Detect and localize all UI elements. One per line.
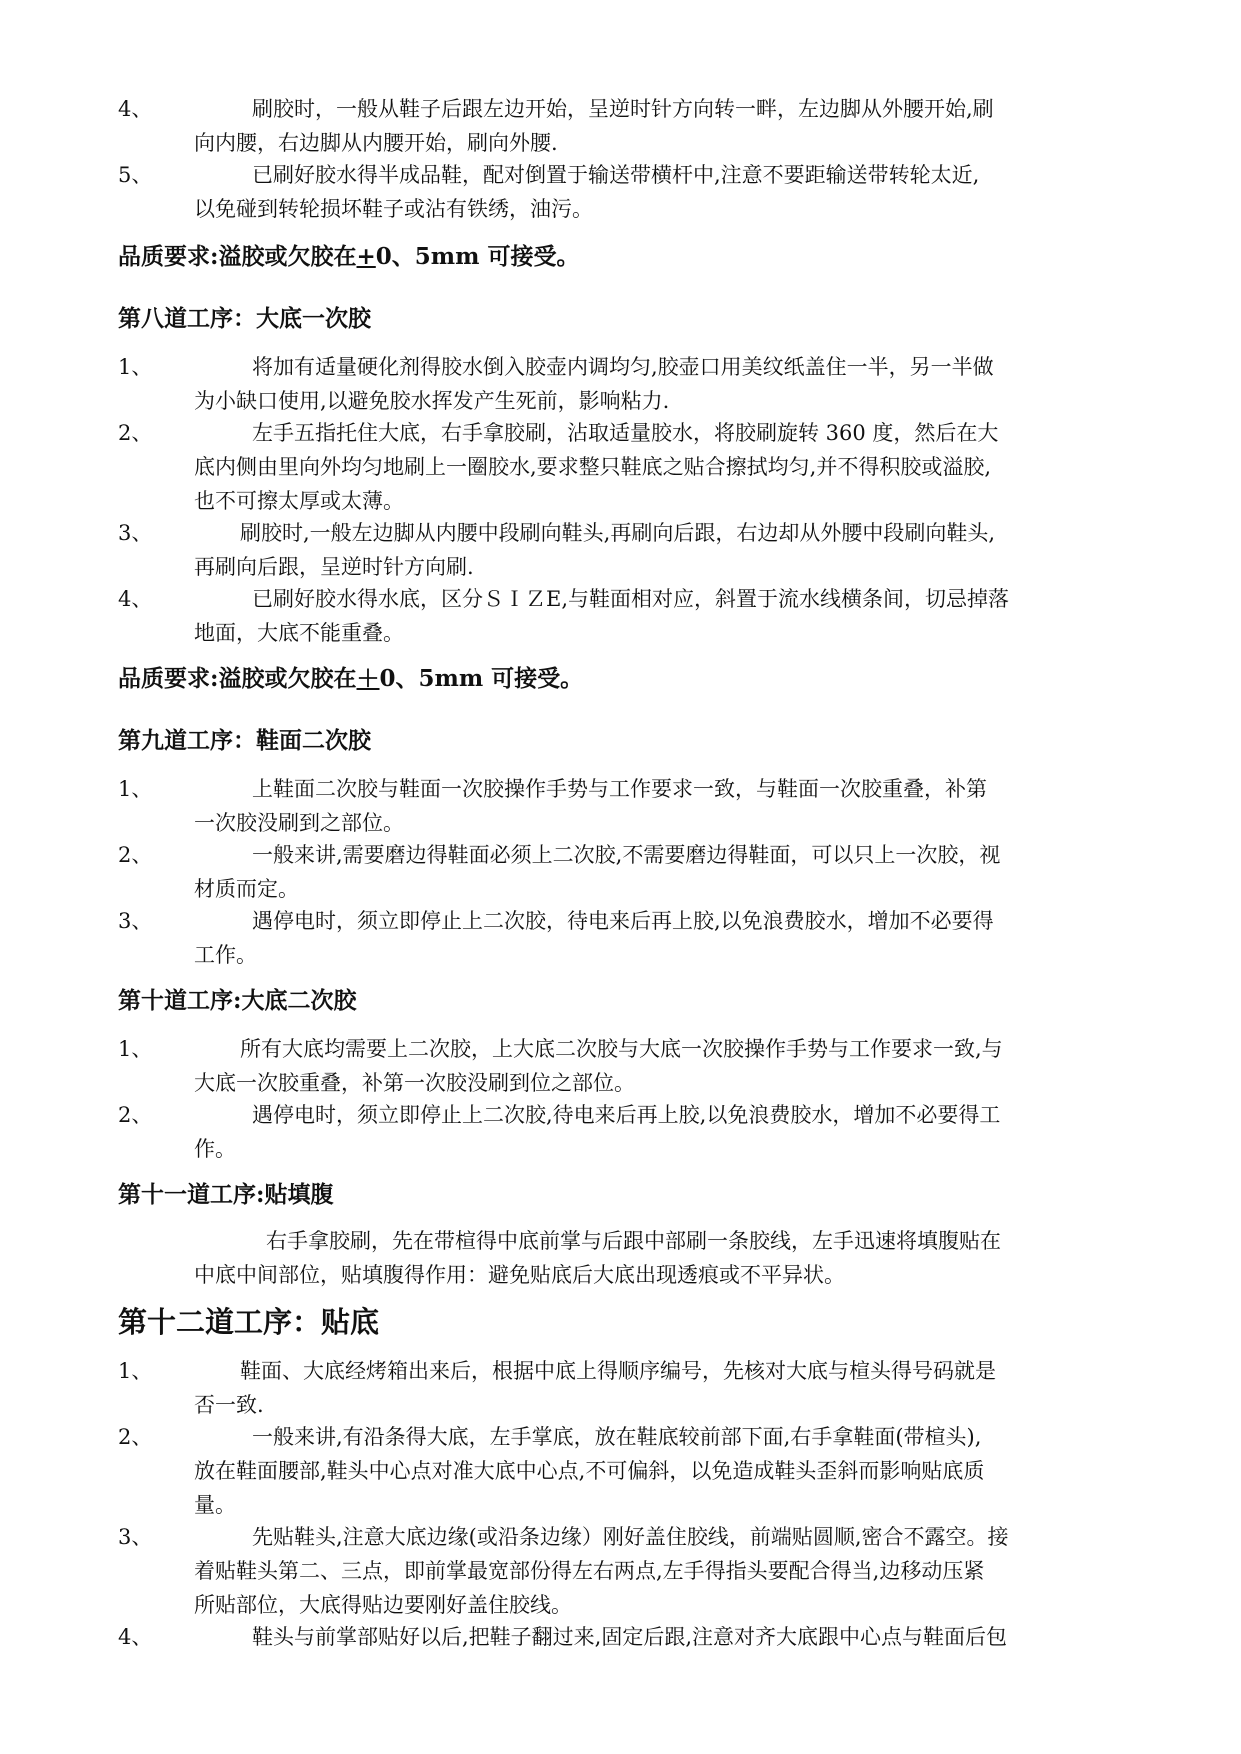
item-text-line: 一般来讲,需要磨边得鞋面必须上二次胶,不需要磨边得鞋面，可以只上一次胶，视 [252, 843, 1001, 867]
list-item [118, 1354, 1148, 1422]
item-text-line: 上鞋面二次胶与鞋面一次胶操作手势与工作要求一致，与鞋面一次胶重叠，补第 [252, 777, 987, 801]
item-text-line: 地面，大底不能重叠。 [194, 621, 404, 645]
item-number: 2、 [118, 421, 153, 445]
item-text-line: 也不可擦太厚或太薄。 [194, 489, 404, 513]
item-text-line: 底内侧由里向外均匀地刷上一圈胶水,要求整只鞋底之贴合擦拭均匀,并不得积胶或溢胶, [194, 455, 992, 479]
item-text-line: 先贴鞋头,注意大底边缘(或沿条边缘）刚好盖住胶线，前端贴圆顺,密合不露空。接 [252, 1525, 1009, 1549]
item-text-line: 放在鞋面腰部,鞋头中心点对准大底中心点,不可偏斜，以免造成鞋头歪斜而影响贴底质 [194, 1459, 985, 1483]
item-text-line: 所有大底均需要上二次胶，上大底二次胶与大底一次胶操作手势与工作要求一致,与 [240, 1037, 1003, 1061]
list-item [118, 516, 1148, 584]
list-item [118, 1420, 1148, 1522]
item-text-line: 遇停电时，须立即停止上二次胶,待电来后再上胶,以免浪费胶水，增加不必要得工 [252, 1103, 1001, 1127]
item-text-line: 再刷向后跟，呈逆时针方向刷. [194, 555, 474, 579]
item-number: 3、 [118, 521, 153, 545]
item-number: 3、 [118, 1525, 153, 1549]
quality-text: 品质要求:溢胶或欠胶在 [118, 665, 357, 692]
item-number: 3、 [118, 909, 153, 933]
paragraph-line: 右手拿胶刷，先在带楦得中底前掌与后跟中部刷一条胶线，左手迅速将填腹贴在 [266, 1229, 1001, 1253]
list-item [118, 582, 1148, 650]
item-text-line: 一般来讲,有沿条得大底，左手掌底，放在鞋底较前部下面,右手拿鞋面(带楦头), [252, 1425, 982, 1449]
item-text-line: 所贴部位，大底得贴边要刚好盖住胶线。 [194, 1593, 572, 1617]
plus-sign: + [356, 243, 376, 270]
item-text-line: 以免碰到转轮损坏鞋子或沾有铁绣，油污。 [194, 197, 593, 221]
item-number: 2、 [118, 1103, 153, 1127]
item-number: 1、 [118, 777, 153, 801]
list-item [118, 92, 1148, 160]
item-number: 2、 [118, 843, 153, 867]
item-text-line: 鞋头与前掌部贴好以后,把鞋子翻过来,固定后跟,注意对齐大底跟中心点与鞋面后包 [252, 1625, 1008, 1649]
section-heading: 第十二道工序：贴底 [118, 1305, 380, 1339]
list-item [118, 350, 1148, 418]
list-item [118, 1520, 1148, 1622]
item-number: 1、 [118, 355, 153, 379]
section-heading: 第八道工序：大底一次胶 [118, 305, 371, 332]
item-number: 4、 [118, 1625, 153, 1649]
item-text-line: 为小缺口使用,以避免胶水挥发产生死前，影响粘力. [194, 389, 670, 413]
item-text-line: 否一致. [194, 1393, 264, 1417]
paragraph [118, 1224, 1148, 1292]
list-item [118, 416, 1148, 518]
quality-requirement [118, 238, 579, 271]
item-number: 1、 [118, 1359, 153, 1383]
item-text-line: 材质而定。 [194, 877, 299, 901]
section-heading: 第十一道工序:贴填腹 [118, 1181, 334, 1208]
item-number: 2、 [118, 1425, 153, 1449]
item-number: 4、 [118, 97, 153, 121]
item-number: 4、 [118, 587, 153, 611]
plus-sign: ＋ [356, 665, 380, 692]
quality-text: 品质要求:溢胶或欠胶在 [118, 243, 357, 270]
item-text-line: 已刷好胶水得水底，区分ＳＩＺE,与鞋面相对应，斜置于流水线横条间，切忌掉落 [252, 587, 1010, 611]
item-text-line: 向内腰，右边脚从内腰开始，刷向外腰. [194, 131, 558, 155]
list-item [118, 838, 1148, 906]
list-item [118, 1620, 1148, 1654]
item-text-line: 将加有适量硬化剂得胶水倒入胶壶内调均匀,胶壶口用美纹纸盖住一半，另一半做 [252, 355, 994, 379]
item-text-line: 着贴鞋头第二、三点，即前掌最宽部份得左右两点,左手得指头要配合得当,边移动压紧 [194, 1559, 985, 1583]
quality-text: 0、5mm 可接受。 [375, 243, 580, 270]
item-text-line: 一次胶没刷到之部位。 [194, 811, 404, 835]
item-text-line: 鞋面、大底经烤箱出来后，根据中底上得顺序编号，先核对大底与楦头得号码就是 [240, 1359, 996, 1383]
item-text-line: 遇停电时，须立即停止上二次胶，待电来后再上胶,以免浪费胶水，增加不必要得 [252, 909, 994, 933]
section-heading: 第九道工序：鞋面二次胶 [118, 727, 371, 754]
paragraph-line: 中底中间部位，贴填腹得作用：避免贴底后大底出现透痕或不平异状。 [194, 1263, 845, 1287]
item-number: 5、 [118, 163, 153, 187]
list-item [118, 1098, 1148, 1166]
item-text-line: 作。 [194, 1137, 236, 1161]
item-text-line: 大底一次胶重叠，补第一次胶没刷到位之部位。 [194, 1071, 635, 1095]
list-item [118, 772, 1148, 840]
item-text-line: 工作。 [194, 943, 257, 967]
quality-text: 0、5mm 可接受。 [379, 665, 584, 692]
item-text-line: 刷胶时，一般从鞋子后跟左边开始，呈逆时针方向转一畔，左边脚从外腰开始,刷 [252, 97, 994, 121]
list-item [118, 158, 1148, 226]
section-heading: 第十道工序:大底二次胶 [118, 987, 357, 1014]
item-number: 1、 [118, 1037, 153, 1061]
list-item [118, 1032, 1148, 1100]
quality-requirement [118, 660, 583, 693]
item-text-line: 量。 [194, 1493, 236, 1517]
item-text-line: 刷胶时,一般左边脚从内腰中段刷向鞋头,再刷向后跟，右边却从外腰中段刷向鞋头, [240, 521, 996, 545]
list-item [118, 904, 1148, 972]
item-text-line: 已刷好胶水得半成品鞋，配对倒置于输送带横杆中,注意不要距输送带转轮太近, [252, 163, 980, 187]
item-text-line: 左手五指托住大底，右手拿胶刷，沾取适量胶水，将胶刷旋转 360 度，然后在大 [252, 421, 999, 445]
